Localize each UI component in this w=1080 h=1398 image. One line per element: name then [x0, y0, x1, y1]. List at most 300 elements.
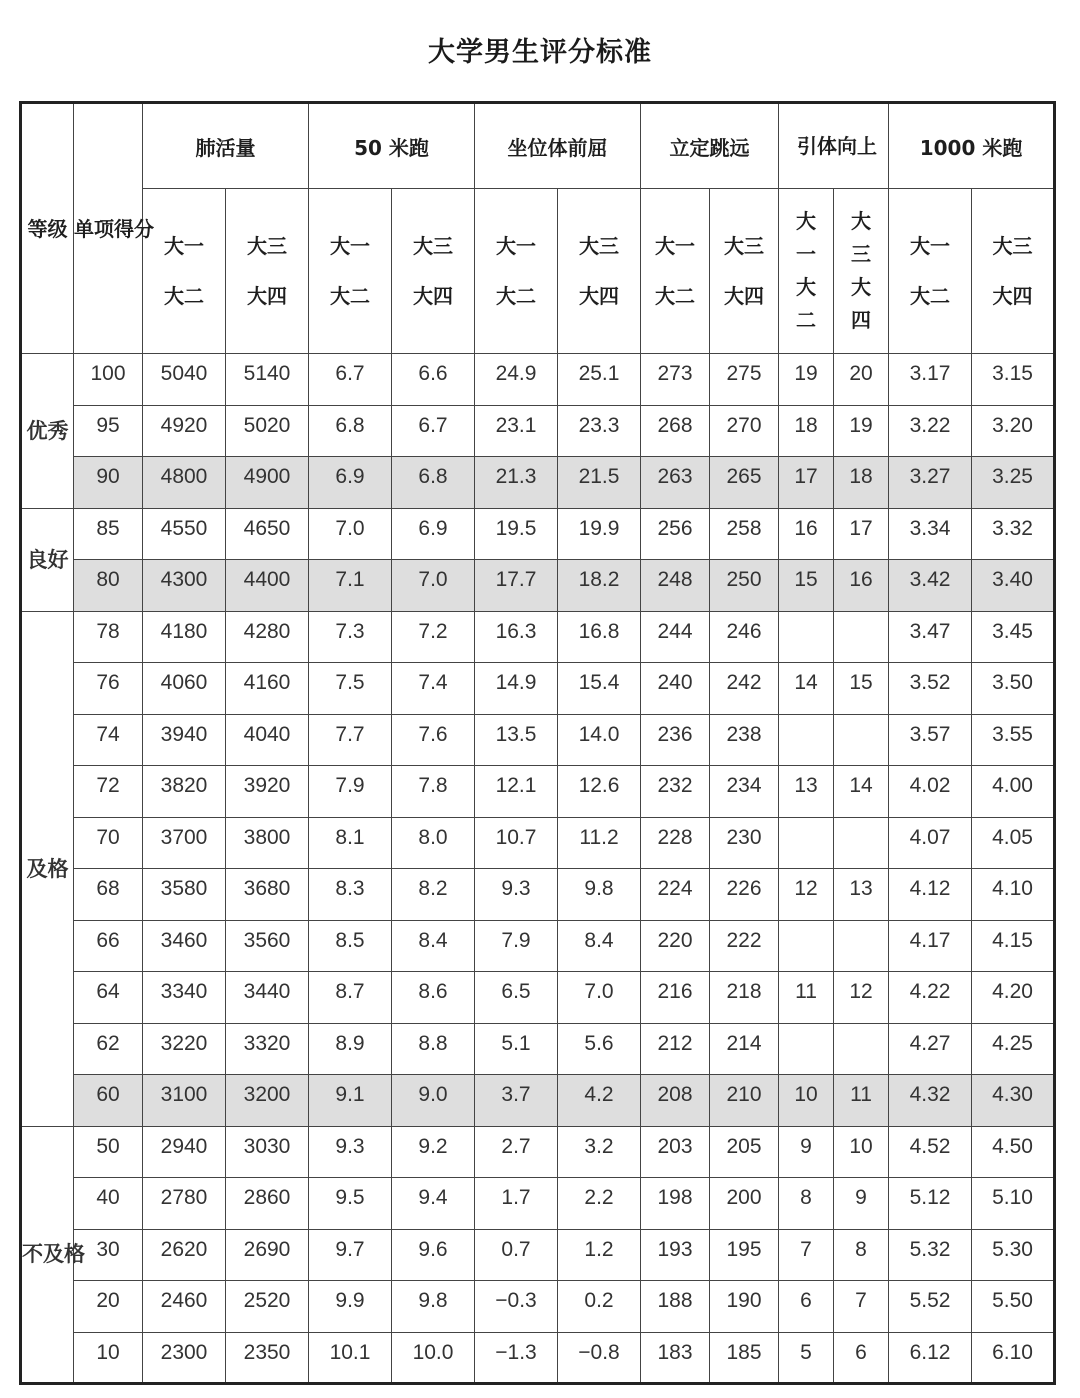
value-cell: 205 — [710, 1126, 779, 1178]
grade-label: 及格 — [21, 611, 74, 1126]
value-cell: 3340 — [143, 972, 226, 1024]
value-cell: 2460 — [143, 1281, 226, 1333]
value-cell: 12 — [779, 869, 834, 921]
value-cell: 16 — [779, 508, 834, 560]
value-cell: 23.3 — [558, 405, 641, 457]
value-cell: 4.12 — [889, 869, 972, 921]
value-cell: 273 — [641, 354, 710, 406]
value-cell: 3.22 — [889, 405, 972, 457]
value-cell: 13 — [779, 766, 834, 818]
value-cell: 263 — [641, 457, 710, 509]
value-cell: 9.3 — [309, 1126, 392, 1178]
score-cell: 66 — [74, 920, 143, 972]
value-cell: 183 — [641, 1332, 710, 1384]
value-cell: 4920 — [143, 405, 226, 457]
value-cell: 5140 — [226, 354, 309, 406]
value-cell: 5040 — [143, 354, 226, 406]
value-cell — [779, 1023, 834, 1075]
value-cell: 5.12 — [889, 1178, 972, 1230]
value-cell: 11 — [779, 972, 834, 1024]
value-cell: 3.45 — [972, 611, 1055, 663]
value-cell: 13.5 — [475, 714, 558, 766]
score-cell: 100 — [74, 354, 143, 406]
table-row — [21, 611, 1055, 663]
score-cell: 78 — [74, 611, 143, 663]
value-cell: 198 — [641, 1178, 710, 1230]
value-cell: 18 — [834, 457, 889, 509]
table-row — [21, 869, 1055, 921]
value-cell: 14.9 — [475, 663, 558, 715]
value-cell: 9.7 — [309, 1229, 392, 1281]
value-cell: 5.6 — [558, 1023, 641, 1075]
value-cell: 11 — [834, 1075, 889, 1127]
value-cell: 8.4 — [558, 920, 641, 972]
value-cell: 188 — [641, 1281, 710, 1333]
value-cell: 15.4 — [558, 663, 641, 715]
value-cell: 5 — [779, 1332, 834, 1384]
value-cell: 8.3 — [309, 869, 392, 921]
value-cell: 4.27 — [889, 1023, 972, 1075]
table-row — [21, 1023, 1055, 1075]
value-cell: 6.12 — [889, 1332, 972, 1384]
score-cell: 68 — [74, 869, 143, 921]
value-cell: 25.1 — [558, 354, 641, 406]
value-cell: 5.1 — [475, 1023, 558, 1075]
value-cell: 3920 — [226, 766, 309, 818]
value-cell: 4160 — [226, 663, 309, 715]
score-cell: 62 — [74, 1023, 143, 1075]
value-cell: 228 — [641, 817, 710, 869]
value-cell: 8.1 — [309, 817, 392, 869]
score-cell: 95 — [74, 405, 143, 457]
value-cell: 21.5 — [558, 457, 641, 509]
value-cell: 19.5 — [475, 508, 558, 560]
scoring-standard-table — [19, 101, 1056, 1385]
event-header-1000m-run: 1000 米跑 — [889, 103, 1055, 189]
value-cell: 7.6 — [392, 714, 475, 766]
value-cell: 3200 — [226, 1075, 309, 1127]
value-cell: 222 — [710, 920, 779, 972]
value-cell: 0.2 — [558, 1281, 641, 1333]
value-cell: 2520 — [226, 1281, 309, 1333]
value-cell: 3030 — [226, 1126, 309, 1178]
value-cell: 242 — [710, 663, 779, 715]
table-row — [21, 560, 1055, 612]
value-cell: 3680 — [226, 869, 309, 921]
score-cell: 10 — [74, 1332, 143, 1384]
value-cell: 4300 — [143, 560, 226, 612]
value-cell: 18 — [779, 405, 834, 457]
value-cell: 3460 — [143, 920, 226, 972]
grade-label: 不及格 — [21, 1126, 74, 1384]
value-cell: 6.8 — [309, 405, 392, 457]
value-cell: 9 — [834, 1178, 889, 1230]
value-cell: 216 — [641, 972, 710, 1024]
value-cell: 3.32 — [972, 508, 1055, 560]
score-cell: 40 — [74, 1178, 143, 1230]
value-cell: 4.00 — [972, 766, 1055, 818]
value-cell: 17 — [834, 508, 889, 560]
value-cell: 246 — [710, 611, 779, 663]
value-cell: 185 — [710, 1332, 779, 1384]
year-header-freshman-sophomore: 大一 大二 — [641, 189, 710, 354]
value-cell: 3820 — [143, 766, 226, 818]
value-cell: 8.4 — [392, 920, 475, 972]
value-cell: 7.9 — [309, 766, 392, 818]
value-cell: 9.1 — [309, 1075, 392, 1127]
value-cell: 8.5 — [309, 920, 392, 972]
value-cell — [779, 920, 834, 972]
value-cell: 7.2 — [392, 611, 475, 663]
value-cell: 9.3 — [475, 869, 558, 921]
year-header-junior-senior: 大三 大四 — [226, 189, 309, 354]
value-cell: 248 — [641, 560, 710, 612]
value-cell: 3.42 — [889, 560, 972, 612]
value-cell: 4900 — [226, 457, 309, 509]
year-header-junior-senior: 大三 大四 — [972, 189, 1055, 354]
value-cell: 270 — [710, 405, 779, 457]
value-cell: 4.07 — [889, 817, 972, 869]
value-cell: 5.32 — [889, 1229, 972, 1281]
value-cell: 24.9 — [475, 354, 558, 406]
value-cell: 9.5 — [309, 1178, 392, 1230]
value-cell: 14 — [779, 663, 834, 715]
value-cell: 2.7 — [475, 1126, 558, 1178]
value-cell: 3560 — [226, 920, 309, 972]
value-cell: 9.8 — [558, 869, 641, 921]
value-cell: 5020 — [226, 405, 309, 457]
value-cell: 6.6 — [392, 354, 475, 406]
table-row — [21, 1229, 1055, 1281]
value-cell: −0.3 — [475, 1281, 558, 1333]
year-header-freshman-sophomore: 大一 大二 — [475, 189, 558, 354]
value-cell: 4650 — [226, 508, 309, 560]
value-cell: 7.0 — [558, 972, 641, 1024]
value-cell: 250 — [710, 560, 779, 612]
value-cell: 7.3 — [309, 611, 392, 663]
value-cell: 10.7 — [475, 817, 558, 869]
value-cell: 4550 — [143, 508, 226, 560]
value-cell: 3.34 — [889, 508, 972, 560]
event-header-standing-long-jump: 立定跳远 — [641, 103, 779, 189]
value-cell: 4.2 — [558, 1075, 641, 1127]
value-cell: 3.50 — [972, 663, 1055, 715]
value-cell: 4.52 — [889, 1126, 972, 1178]
value-cell: 10.0 — [392, 1332, 475, 1384]
value-cell: 3940 — [143, 714, 226, 766]
value-cell: 9.8 — [392, 1281, 475, 1333]
value-cell: 7.7 — [309, 714, 392, 766]
value-cell: 13 — [834, 869, 889, 921]
value-cell: 14.0 — [558, 714, 641, 766]
year-header-freshman-sophomore: 大 一 大 二 — [779, 189, 834, 354]
table-row — [21, 920, 1055, 972]
year-header-freshman-sophomore: 大一 大二 — [309, 189, 392, 354]
value-cell: 4040 — [226, 714, 309, 766]
value-cell: 5.30 — [972, 1229, 1055, 1281]
value-cell: 8.8 — [392, 1023, 475, 1075]
year-header-junior-senior: 大三 大四 — [392, 189, 475, 354]
value-cell: 9.2 — [392, 1126, 475, 1178]
value-cell — [834, 920, 889, 972]
value-cell: 20 — [834, 354, 889, 406]
value-cell: 8.7 — [309, 972, 392, 1024]
score-cell: 90 — [74, 457, 143, 509]
value-cell — [834, 817, 889, 869]
value-cell: 8.6 — [392, 972, 475, 1024]
year-header-junior-senior: 大 三 大 四 — [834, 189, 889, 354]
score-cell: 85 — [74, 508, 143, 560]
value-cell: 7.9 — [475, 920, 558, 972]
value-cell: 234 — [710, 766, 779, 818]
value-cell: 4060 — [143, 663, 226, 715]
value-cell: 9.4 — [392, 1178, 475, 1230]
value-cell: 7 — [834, 1281, 889, 1333]
value-cell: 4180 — [143, 611, 226, 663]
value-cell: 1.2 — [558, 1229, 641, 1281]
value-cell: 11.2 — [558, 817, 641, 869]
value-cell: 17.7 — [475, 560, 558, 612]
value-cell: 7.5 — [309, 663, 392, 715]
table-row — [21, 1075, 1055, 1127]
value-cell: 14 — [834, 766, 889, 818]
value-cell: 4.17 — [889, 920, 972, 972]
value-cell: 3320 — [226, 1023, 309, 1075]
table-body — [21, 354, 1055, 1384]
year-header-junior-senior: 大三 大四 — [558, 189, 641, 354]
value-cell: 8 — [834, 1229, 889, 1281]
value-cell: 232 — [641, 766, 710, 818]
value-cell — [779, 611, 834, 663]
value-cell: 195 — [710, 1229, 779, 1281]
table-row — [21, 766, 1055, 818]
value-cell: 4.22 — [889, 972, 972, 1024]
value-cell: 210 — [710, 1075, 779, 1127]
value-cell: 3100 — [143, 1075, 226, 1127]
event-header-sit-and-reach: 坐位体前屈 — [475, 103, 641, 189]
value-cell: 3.25 — [972, 457, 1055, 509]
value-cell: 6.10 — [972, 1332, 1055, 1384]
value-cell — [834, 714, 889, 766]
value-cell: 3.55 — [972, 714, 1055, 766]
event-header-50m-run: 50 米跑 — [309, 103, 475, 189]
year-header-freshman-sophomore: 大一 大二 — [889, 189, 972, 354]
year-header-junior-senior: 大三 大四 — [710, 189, 779, 354]
event-header-lung-capacity: 肺活量 — [143, 103, 309, 189]
value-cell: 6.9 — [309, 457, 392, 509]
value-cell: 15 — [779, 560, 834, 612]
value-cell: 15 — [834, 663, 889, 715]
value-cell: 9.0 — [392, 1075, 475, 1127]
value-cell: 2.2 — [558, 1178, 641, 1230]
table-row — [21, 1332, 1055, 1384]
value-cell: 7 — [779, 1229, 834, 1281]
value-cell: 3.17 — [889, 354, 972, 406]
value-cell: 10 — [779, 1075, 834, 1127]
score-cell: 76 — [74, 663, 143, 715]
score-cell: 74 — [74, 714, 143, 766]
value-cell: 4.02 — [889, 766, 972, 818]
value-cell: 6.8 — [392, 457, 475, 509]
value-cell: 5.50 — [972, 1281, 1055, 1333]
grade-label: 良好 — [21, 508, 74, 611]
value-cell: 256 — [641, 508, 710, 560]
value-cell: 19 — [779, 354, 834, 406]
value-cell: 4.20 — [972, 972, 1055, 1024]
value-cell: 21.3 — [475, 457, 558, 509]
value-cell: 4800 — [143, 457, 226, 509]
value-cell: 3.57 — [889, 714, 972, 766]
value-cell: 3700 — [143, 817, 226, 869]
value-cell: 1.7 — [475, 1178, 558, 1230]
value-cell: 3440 — [226, 972, 309, 1024]
value-cell: 2860 — [226, 1178, 309, 1230]
value-cell: 8.9 — [309, 1023, 392, 1075]
value-cell: 190 — [710, 1281, 779, 1333]
value-cell: 2940 — [143, 1126, 226, 1178]
value-cell: 4.50 — [972, 1126, 1055, 1178]
value-cell: 238 — [710, 714, 779, 766]
table-row — [21, 1178, 1055, 1230]
value-cell: 226 — [710, 869, 779, 921]
table-row — [21, 1281, 1055, 1333]
value-cell: 4.10 — [972, 869, 1055, 921]
value-cell: 265 — [710, 457, 779, 509]
value-cell: 3.47 — [889, 611, 972, 663]
table-row — [21, 817, 1055, 869]
value-cell: 3.27 — [889, 457, 972, 509]
value-cell: 16 — [834, 560, 889, 612]
score-cell: 50 — [74, 1126, 143, 1178]
value-cell: 2350 — [226, 1332, 309, 1384]
value-cell: 17 — [779, 457, 834, 509]
value-cell: 4.05 — [972, 817, 1055, 869]
value-cell: 12.1 — [475, 766, 558, 818]
value-cell: 214 — [710, 1023, 779, 1075]
value-cell: 4400 — [226, 560, 309, 612]
table-row — [21, 354, 1055, 406]
value-cell: 19 — [834, 405, 889, 457]
value-cell: −1.3 — [475, 1332, 558, 1384]
value-cell: 2620 — [143, 1229, 226, 1281]
value-cell: 6.7 — [309, 354, 392, 406]
value-cell: 10 — [834, 1126, 889, 1178]
grade-header: 等级 — [21, 103, 74, 354]
value-cell: 8 — [779, 1178, 834, 1230]
value-cell: 3.20 — [972, 405, 1055, 457]
value-cell: 18.2 — [558, 560, 641, 612]
year-header-freshman-sophomore: 大一 大二 — [143, 189, 226, 354]
value-cell: 16.8 — [558, 611, 641, 663]
score-cell: 60 — [74, 1075, 143, 1127]
value-cell: 6.5 — [475, 972, 558, 1024]
value-cell: 9.9 — [309, 1281, 392, 1333]
value-cell: 218 — [710, 972, 779, 1024]
score-cell: 30 — [74, 1229, 143, 1281]
value-cell: 19.9 — [558, 508, 641, 560]
value-cell: 3.7 — [475, 1075, 558, 1127]
score-cell: 70 — [74, 817, 143, 869]
score-cell: 20 — [74, 1281, 143, 1333]
table-row — [21, 405, 1055, 457]
grade-label: 优秀 — [21, 354, 74, 509]
score-cell: 80 — [74, 560, 143, 612]
value-cell: 203 — [641, 1126, 710, 1178]
value-cell: 12 — [834, 972, 889, 1024]
value-cell: 3.52 — [889, 663, 972, 715]
value-cell: 3.15 — [972, 354, 1055, 406]
value-cell: 208 — [641, 1075, 710, 1127]
value-cell: 5.10 — [972, 1178, 1055, 1230]
value-cell: 3.40 — [972, 560, 1055, 612]
value-cell: 5.52 — [889, 1281, 972, 1333]
score-cell: 72 — [74, 766, 143, 818]
value-cell: 12.6 — [558, 766, 641, 818]
value-cell — [834, 1023, 889, 1075]
table-row — [21, 663, 1055, 715]
value-cell: 200 — [710, 1178, 779, 1230]
value-cell: 3800 — [226, 817, 309, 869]
value-cell: 3580 — [143, 869, 226, 921]
year-subheader-row — [21, 189, 1055, 354]
value-cell: 16.3 — [475, 611, 558, 663]
value-cell: 7.1 — [309, 560, 392, 612]
value-cell: 3.2 — [558, 1126, 641, 1178]
value-cell — [834, 611, 889, 663]
value-cell: 212 — [641, 1023, 710, 1075]
value-cell: 7.8 — [392, 766, 475, 818]
value-cell: 9 — [779, 1126, 834, 1178]
value-cell: 9.6 — [392, 1229, 475, 1281]
table-row — [21, 1126, 1055, 1178]
value-cell: 220 — [641, 920, 710, 972]
value-cell: 8.2 — [392, 869, 475, 921]
table-row — [21, 508, 1055, 560]
value-cell: 268 — [641, 405, 710, 457]
value-cell: 193 — [641, 1229, 710, 1281]
page-title: 大学男生评分标准 — [428, 37, 652, 68]
value-cell: 230 — [710, 817, 779, 869]
value-cell — [779, 817, 834, 869]
value-cell: 224 — [641, 869, 710, 921]
value-cell — [779, 714, 834, 766]
value-cell: 10.1 — [309, 1332, 392, 1384]
value-cell: 2690 — [226, 1229, 309, 1281]
value-cell: 7.0 — [392, 560, 475, 612]
value-cell: 23.1 — [475, 405, 558, 457]
value-cell: 6 — [834, 1332, 889, 1384]
value-cell: 240 — [641, 663, 710, 715]
value-cell: 236 — [641, 714, 710, 766]
value-cell: 6.7 — [392, 405, 475, 457]
value-cell: 4.25 — [972, 1023, 1055, 1075]
value-cell: 4.30 — [972, 1075, 1055, 1127]
value-cell: 6.9 — [392, 508, 475, 560]
table-row — [21, 972, 1055, 1024]
table-row — [21, 714, 1055, 766]
value-cell: 6 — [779, 1281, 834, 1333]
value-cell: 3220 — [143, 1023, 226, 1075]
value-cell: 4280 — [226, 611, 309, 663]
value-cell: 2300 — [143, 1332, 226, 1384]
value-cell: 0.7 — [475, 1229, 558, 1281]
value-cell: 4.32 — [889, 1075, 972, 1127]
table-row — [21, 457, 1055, 509]
value-cell: −0.8 — [558, 1332, 641, 1384]
value-cell: 7.4 — [392, 663, 475, 715]
value-cell: 275 — [710, 354, 779, 406]
value-cell: 2780 — [143, 1178, 226, 1230]
